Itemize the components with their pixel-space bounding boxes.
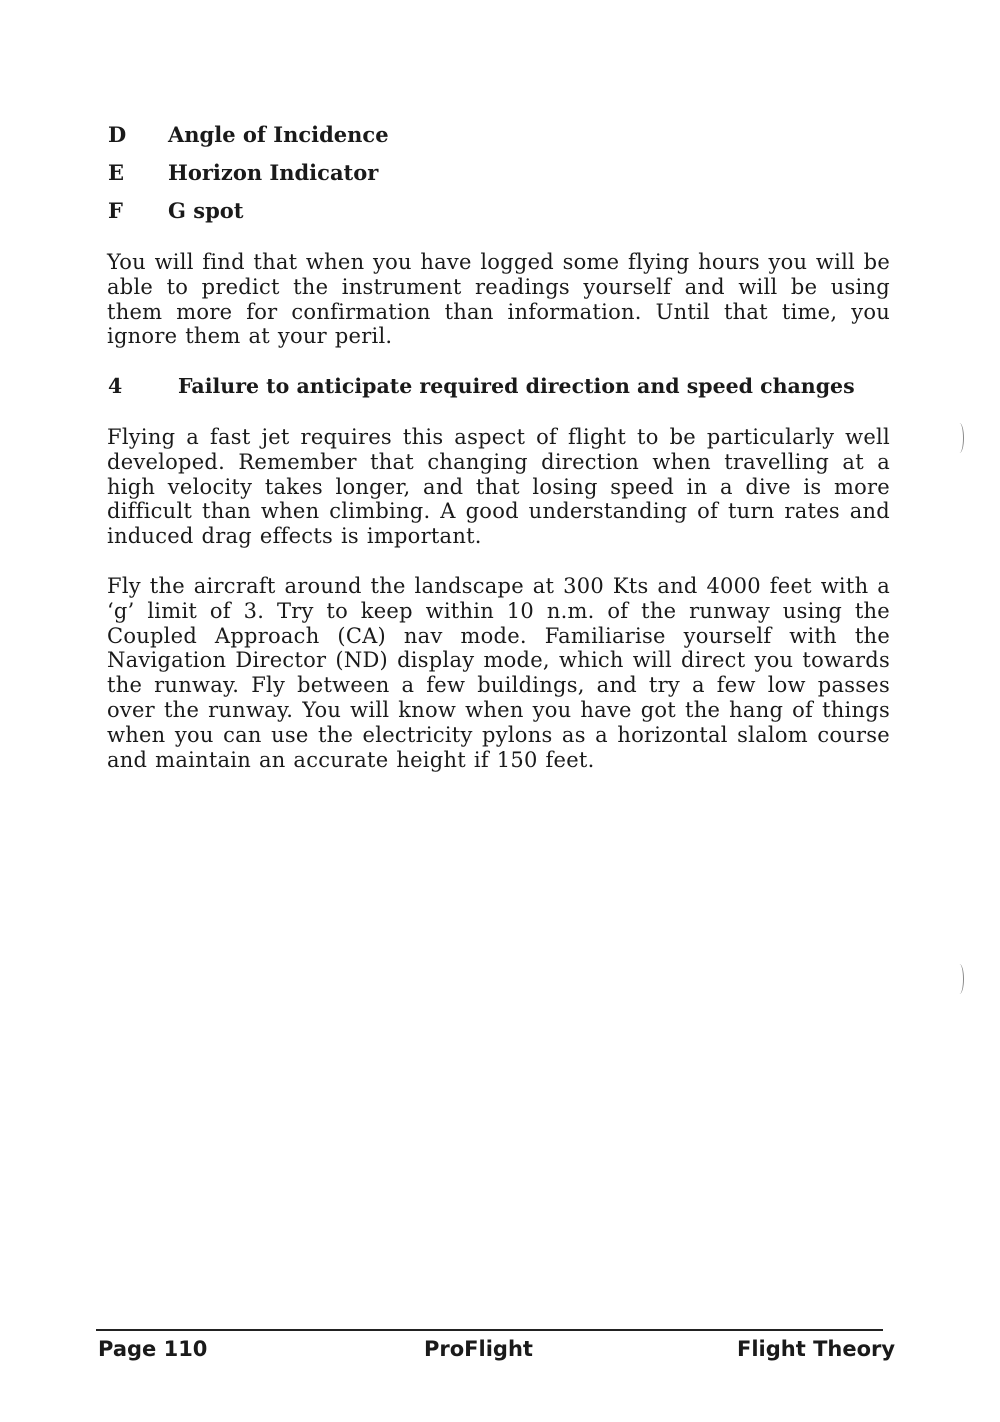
definition-letter: D (108, 122, 127, 147)
definition-term: Angle of Incidence (168, 122, 389, 147)
definition-e (108, 161, 378, 185)
footer-title: ProFlight (424, 1337, 533, 1361)
section-heading (108, 374, 855, 398)
footer-rule (96, 1329, 883, 1331)
body-paragraph-2: Fly the aircraft around the landscape at 300 Kts and 4000 feet with a ‘g’ limit of 3. Try to keep within 10 n.m. of the runway using the Coupled Approach (CA) nav mode. Familiarise yourself with the Navigation Director (ND) display mode, which will direct you towards the runway. Fly between a few buildings, and try a few low passes over the runway. You will know when you have got the hang of things when you can use the electricity pylons as a horizontal slalom course and maintain an accurate height if 150 feet. (107, 574, 890, 772)
body-paragraph-1: Flying a fast jet requires this aspect of flight to be particularly well developed. Remember that changing direction when travelling at a high velocity takes longer, and that losing speed in a dive is more difficult than when climbing. A good understanding of turn rates and induced drag effects is important. (107, 425, 890, 549)
section-number: 4 (108, 374, 123, 398)
definition-f (108, 199, 243, 223)
binding-hole-mark (955, 423, 964, 453)
definition-term: G spot (168, 198, 244, 223)
intro-paragraph: You will find that when you have logged some flying hours you will be able to predict the instrument readings yourself and will be using them more for confirmation than information. Until that time, you ignore them at your peril. (107, 250, 890, 349)
section-title: Failure to anticipate required direction and speed changes (178, 374, 855, 398)
definition-letter: F (108, 198, 123, 223)
footer-chapter: Flight Theory (737, 1337, 896, 1361)
footer-page-number: Page 110 (98, 1337, 208, 1361)
definition-d (108, 123, 389, 147)
definition-letter: E (108, 160, 125, 185)
definition-term: Horizon Indicator (168, 160, 379, 185)
binding-hole-mark (955, 964, 964, 994)
